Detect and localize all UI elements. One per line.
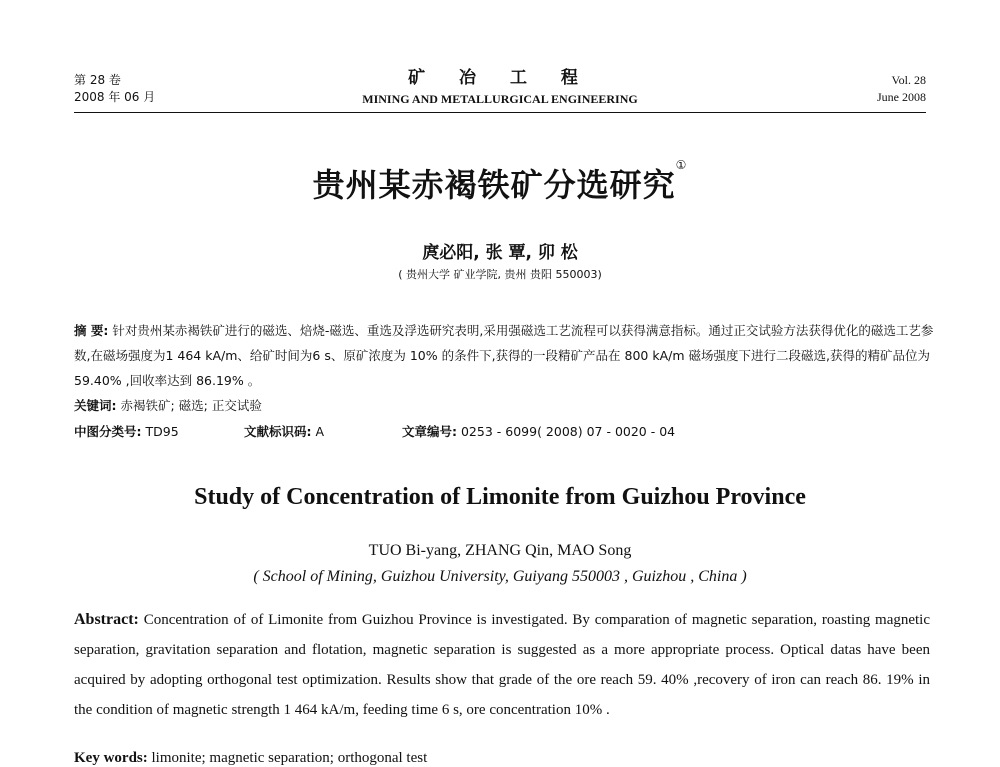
abstract-en-text: Concentration of of Limonite from Guizhou Province is investigated. By comparation of magnetic separation, roasting magnetic separation, gravitation separation and flotation, magnetic separation is suggested as a more appropriate process. Optical datas have been acquired by adopting orthogonal test optimization. Results show that grade of the ore reach 59. 40% ,recovery of iron can reach 86. 19% in the condition of magnetic strength 1 464 kA/m, feeding time 6 s, ore concentration 10% . bbox=[74, 612, 931, 718]
article-no-label: 文章编号: bbox=[402, 424, 457, 439]
abstract-cn-label: 摘 要: bbox=[74, 323, 109, 338]
volume-cn: 第 28 卷 bbox=[74, 73, 121, 87]
article-no-value: 0253 - 6099( 2008) 07 - 0020 - 04 bbox=[460, 424, 676, 439]
affiliation-cn: ( 贵州大学 矿业学院, 贵州 贵阳 550003) bbox=[398, 268, 602, 281]
keywords-cn-text: 赤褐铁矿; 磁选; 正交试验 bbox=[120, 398, 262, 413]
keywords-en-text: limonite; magnetic separation; orthogonal test bbox=[151, 750, 428, 766]
clc-value: TD95 bbox=[145, 424, 179, 439]
title-cn-text: 贵州某赤褐铁矿分选研究 bbox=[312, 166, 676, 204]
volume-en: Vol. 28 bbox=[891, 73, 926, 87]
journal-name-cn: 矿 冶 工 程 bbox=[408, 68, 592, 88]
abstract-cn-text: 针对贵州某赤褐铁矿进行的磁选、焙烧-磁选、重选及浮选研究表明,采用强磁选工艺流程可以获得满意指标。通过正交试验方法获得优化的磁选工艺参数,在磁场强度为1 464 kA/m、给矿时间为6 s、原矿浓度为 10% 的条件下,获得的一段精矿产品在 800 kA/m 磁场强度下进行二段磁选,获得的精矿品位为 59.40% ,回收率达到 86.19% 。 bbox=[74, 323, 934, 388]
journal-name-en: MINING AND METALLURGICAL ENGINEERING bbox=[362, 92, 638, 106]
abstract-cn bbox=[74, 318, 934, 393]
abstract-en bbox=[74, 605, 930, 725]
journal-name bbox=[300, 68, 700, 108]
keywords-en-label: Key words: bbox=[74, 750, 148, 766]
keywords-en bbox=[74, 750, 427, 767]
classification-line bbox=[74, 422, 934, 440]
affiliation-en: ( School of Mining, Guizhou University, Guiyang 550003 , Guizhou , China ) bbox=[253, 568, 747, 585]
authors-en: TUO Bi-yang, ZHANG Qin, MAO Song bbox=[368, 542, 632, 559]
journal-issue-en bbox=[877, 72, 926, 106]
title-cn bbox=[0, 160, 1000, 206]
authors-cn: 庹必阳, 张 覃, 卯 松 bbox=[422, 243, 578, 263]
date-cn: 2008 年 06 月 bbox=[74, 90, 156, 104]
abstract-en-label: Abstract: bbox=[74, 611, 139, 628]
header-rule bbox=[74, 112, 926, 113]
title-footnote-mark: ① bbox=[675, 158, 688, 172]
keywords-cn bbox=[74, 396, 262, 414]
keywords-cn-label: 关键词: bbox=[74, 398, 117, 413]
clc-label: 中图分类号: bbox=[74, 424, 142, 439]
date-en: June 2008 bbox=[877, 90, 926, 104]
doc-code-value: A bbox=[315, 424, 325, 439]
journal-issue-cn bbox=[74, 72, 155, 106]
doc-code-label: 文献标识码: bbox=[244, 424, 312, 439]
title-en: Study of Concentration of Limonite from Guizhou Province bbox=[194, 484, 806, 510]
